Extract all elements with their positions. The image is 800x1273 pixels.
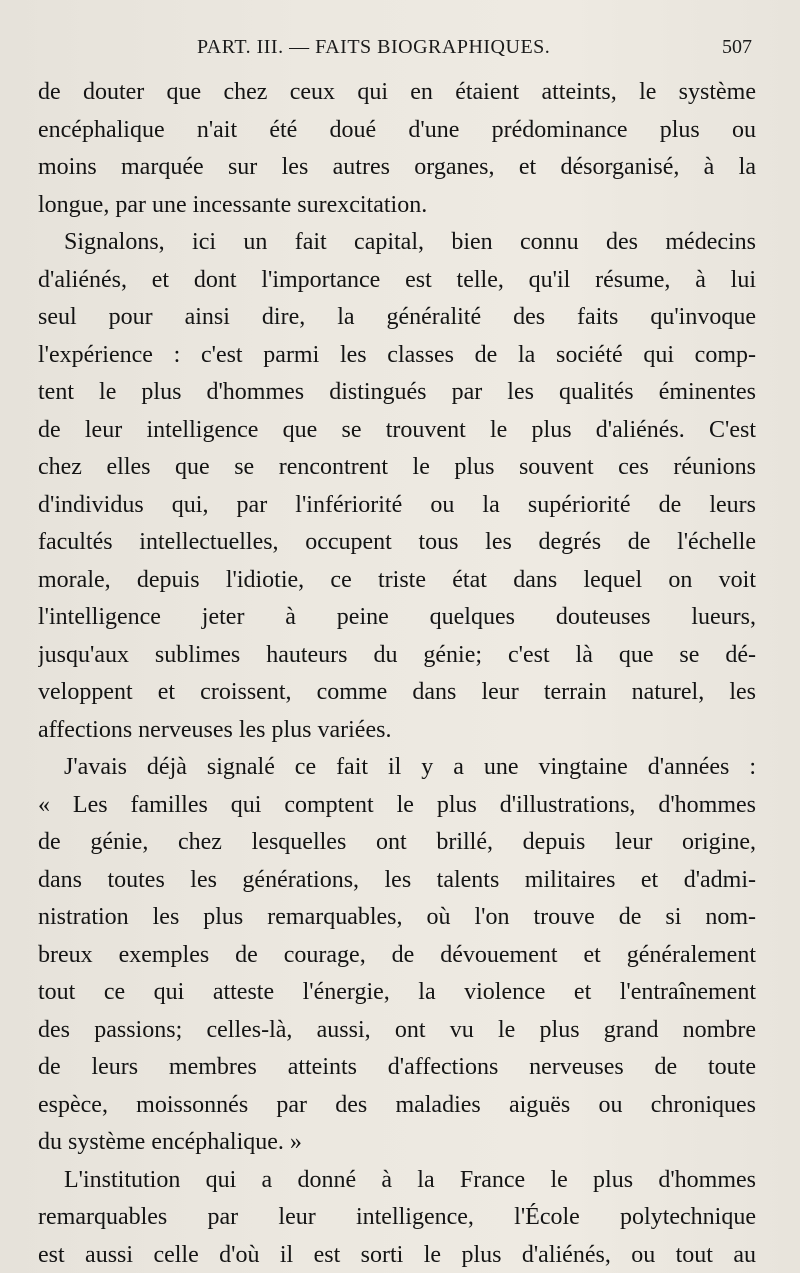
text-line: facultés intellectuelles, occupent tous les degrés de l'échelle	[38, 529, 756, 555]
text-line: espèce, moissonnés par des maladies aiguës ou chroniques	[38, 1091, 756, 1118]
text-line: chez elles que se rencontrent le plus souvent ces réunions	[38, 454, 756, 480]
text-line: breux exemples de courage, de dévouement et généralement	[38, 941, 756, 968]
text-line: d'aliénés, et dont l'importance est telle, qu'il résume, à lui	[38, 266, 756, 293]
text-line: encéphalique n'ait été doué d'une prédominance plus ou	[38, 116, 756, 143]
text-line: veloppent et croissent, comme dans leur terrain naturel, les	[38, 679, 756, 705]
text-line: de leurs membres atteints d'affections nerveuses de toute	[38, 1054, 756, 1080]
text-line: est aussi celle d'où il est sorti le plus d'aliénés, ou tout au	[38, 1241, 756, 1268]
text-line: longue, par une incessante surexcitation.	[38, 191, 428, 218]
body-text	[38, 74, 756, 1268]
page-number: 507	[722, 36, 752, 58]
text-line: de douter que chez ceux qui en étaient atteints, le système	[38, 79, 756, 105]
text-line: remarquables par leur intelligence, l'École polytechnique	[38, 1204, 756, 1230]
text-line: dans toutes les générations, les talents militaires et d'admi-	[38, 866, 756, 893]
text-line: Signalons, ici un fait capital, bien connu des médecins	[64, 229, 756, 255]
text-line: du système encéphalique. »	[38, 1129, 302, 1155]
text-line: L'institution qui a donné à la France le plus d'hommes	[64, 1166, 756, 1193]
running-head: PART. III. — FAITS BIOGRAPHIQUES.	[197, 36, 551, 58]
text-line: moins marquée sur les autres organes, et désorganisé, à la	[38, 154, 756, 180]
text-line: morale, depuis l'idiotie, ce triste état dans lequel on voit	[38, 566, 756, 593]
text-line: d'individus qui, par l'infériorité ou la supériorité de leurs	[38, 491, 756, 518]
text-line: l'intelligence jeter à peine quelques douteuses lueurs,	[38, 604, 756, 630]
text-line: nistration les plus remarquables, où l'on trouve de si nom-	[38, 904, 756, 930]
text-line: « Les familles qui comptent le plus d'illustrations, d'hommes	[38, 791, 756, 818]
text-line: des passions; celles-là, aussi, ont vu le plus grand nombre	[38, 1016, 756, 1043]
page-header	[0, 36, 800, 66]
text-line: de leur intelligence que se trouvent le plus d'aliénés. C'est	[38, 416, 756, 443]
text-line: tent le plus d'hommes distingués par les qualités éminentes	[38, 379, 756, 405]
text-line: affections nerveuses les plus variées.	[38, 716, 392, 743]
text-line: seul pour ainsi dire, la généralité des faits qu'invoque	[38, 304, 756, 330]
text-line: jusqu'aux sublimes hauteurs du génie; c'est là que se dé-	[38, 641, 756, 668]
text-line: l'expérience : c'est parmi les classes de la société qui comp-	[38, 341, 756, 368]
text-line: tout ce qui atteste l'énergie, la violence et l'entraînement	[38, 979, 756, 1005]
text-line: J'avais déjà signalé ce fait il y a une vingtaine d'années :	[64, 754, 756, 780]
text-line: de génie, chez lesquelles ont brillé, depuis leur origine,	[38, 829, 756, 855]
